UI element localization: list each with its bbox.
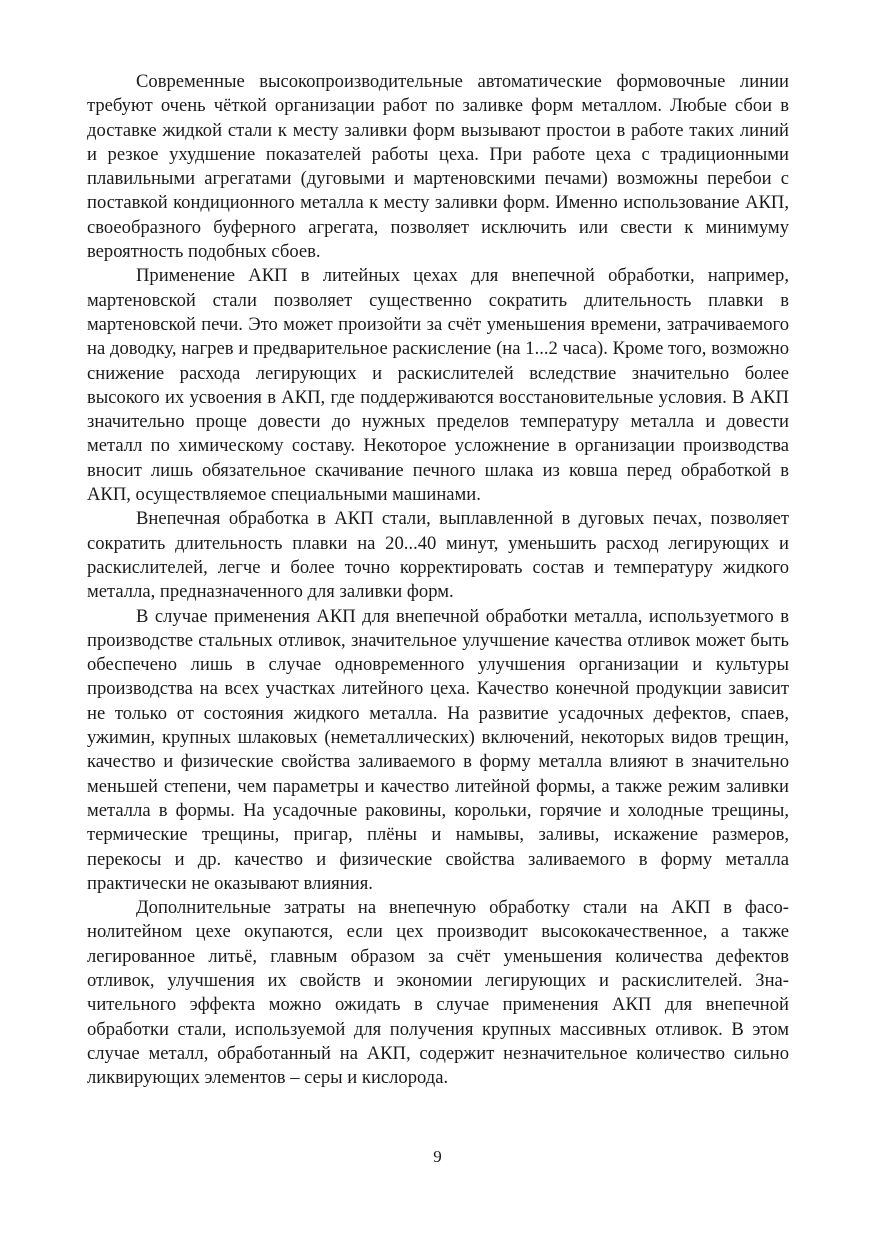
page-number: 9 (433, 1147, 442, 1166)
paragraph-4: В случае применения АКП для внепечной обработки металла, используетмого в производстве стальных отливок, значительное улучшение качества отливок может быть обеспечено лишь в случае одновременного улучшения организации и культуры производства на всех участках литейного цеха. Качество конечной продукции зависит не только от состояния жидкого металла. На развитие усадочных дефектов, спаев, ужимин, крупных шлаковых (неметаллических) включений, некоторых видов трещин, качество и физические свойства заливаемого в форму металла влияют в значительно меньшей степени, чем параметры и качество литейной формы, а также режим заливки металла в формы. На усадочные раковины, корольки, горячие и холодные трещины, термические трещины, пригар, плёны и намывы, заливы, искажение размеров, перекосы и др. качество и физические свойства заливаемого в форму металла практически не оказывают влияния. (87, 605, 789, 894)
body-text (87, 70, 789, 1090)
paragraph-3: Внепечная обработка в АКП стали, выплавленной в дуговых печах, позволяет сократить длительность плавки на 20...40 минут, уменьшить расход легирующих и раскислителей, легче и более точно корректировать состав и температуру жидкого металла, предназначенного для заливки форм. (87, 508, 789, 603)
paragraph-1: Современные высокопроизводительные автоматические формовочные линии требуют очень чёткой организации работ по заливке форм металлом. Любые сбои в доставке жидкой стали к месту заливки форм вызывают простои в работе таких линий и резкое ухудшение показателей работы цеха. При работе цеха с традиционными плавильными агрегатами (дуговыми и мартеновскими печами) возможны перебои с поставкой кондиционного металла к месту заливки форм. Именно использование АКП, своеобразного буферного агрегата, позволяет исключить или свести к минимуму вероятность подобных сбоев. (87, 71, 789, 263)
paragraph-5: Дополнительные затраты на внепечную обработку стали на АКП в фасонолитейном цехе окупаются, если цех производит высококачественное, а также легированное литьё, главным образом за счёт уменьшения количества дефектов отливок, улучшения их свойств и экономии легирующих и раскислителей. Значительного эффекта можно ожидать в случае применения АКП для внепечной обработки стали, используемой для получения крупных массивных отливок. В этом случае металл, обработанный на АКП, содержит незначительное количество сильно ликвирующих элементов – серы и кислорода. (87, 897, 789, 1089)
paragraph-2: Применение АКП в литейных цехах для внепечной обработки, например, мартеновской стали позволяет существенно сократить длительность плавки в мартеновской печи. Это может произойти за счёт уменьшения времени, затрачиваемого на доводку, нагрев и предварительное раскисление (на 1...2 часа). Кроме того, возможно снижение расхода легирующих и раскислителей вследствие значительно более высокого их усвоения в АКП, где поддерживаются восстановительные условия. В АКП значительно проще довести до нужных пределов температуру металла и довести металл по химическому составу. Некоторое усложнение в организации производства вносит лишь обязательное скачивание печного шлака из ковша перед обработкой в АКП, осуществляемое специальными машинами. (87, 265, 789, 506)
